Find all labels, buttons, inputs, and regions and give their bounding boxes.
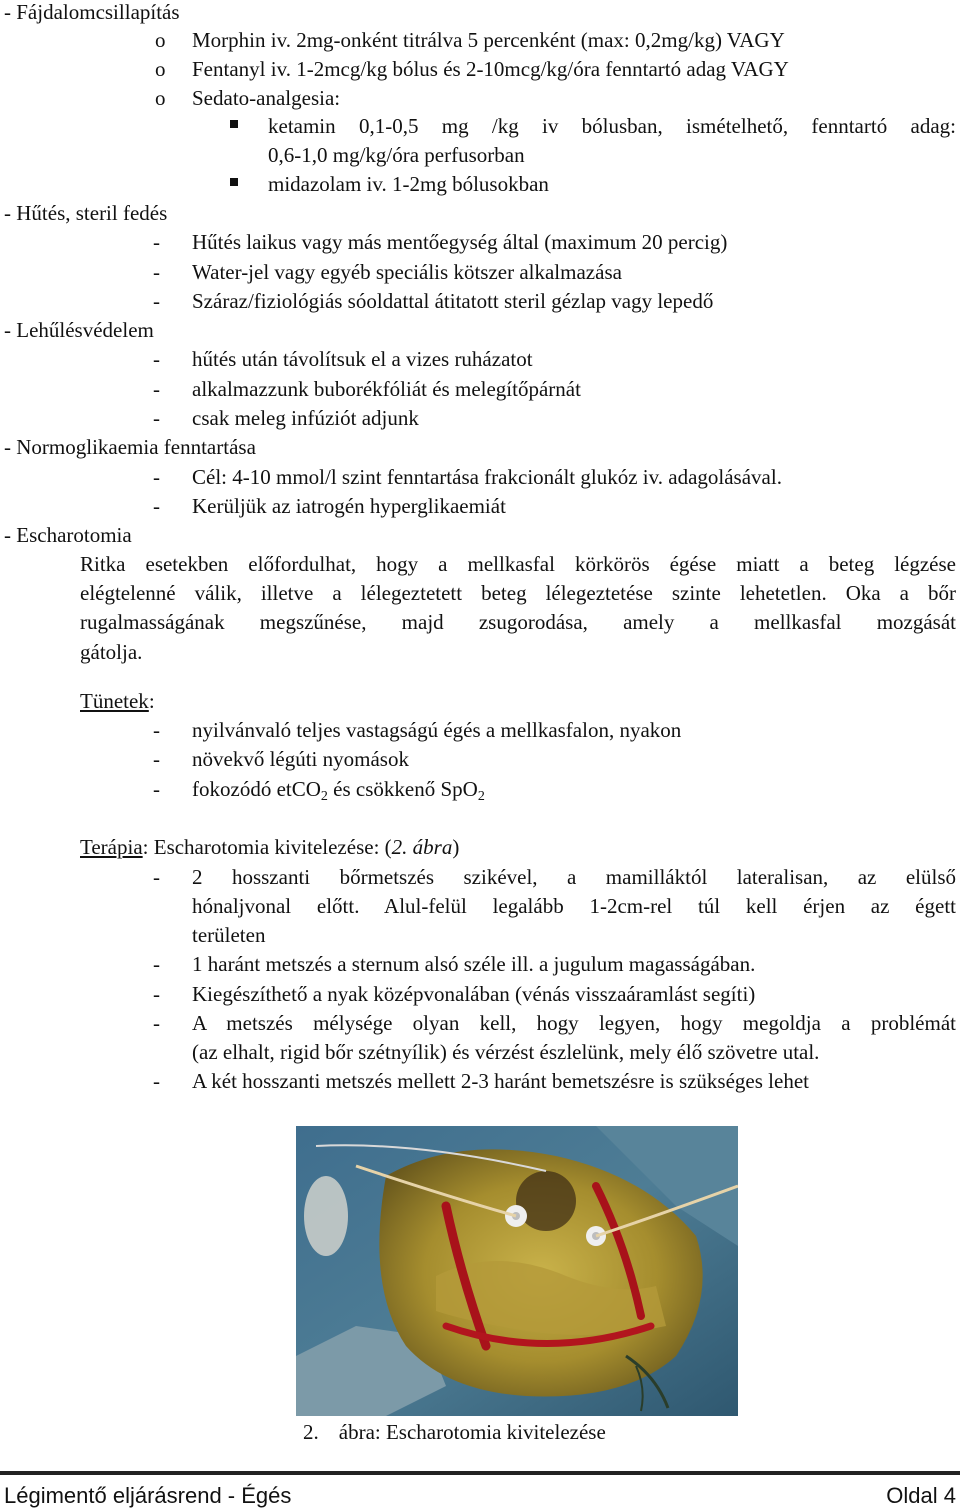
- section-heading-cooling: - Hűtés, steril fedés: [4, 201, 168, 225]
- therapy-close: ): [452, 835, 460, 859]
- subscript: 2: [320, 789, 328, 804]
- list-marker: o: [155, 28, 166, 52]
- list-item: Hűtés laikus vagy más mentőegység által (maximum 20 percig): [192, 230, 728, 254]
- paragraph-line: elégtelenné válik, illetve a lélegeztetett beteg lélegeztetése szinte lehetetlen. Oka a bőr: [80, 581, 956, 605]
- therapy-label: Terápia: [80, 835, 143, 859]
- list-item: Cél: 4-10 mmol/l szint fenntartása frakcionált glukóz iv. adagolásával.: [192, 465, 782, 489]
- list-item: Morphin iv. 2mg-onként titrálva 5 percenként (max: 0,2mg/kg) VAGY: [192, 28, 785, 52]
- dash-marker: -: [153, 406, 160, 430]
- dash-marker: -: [153, 289, 160, 313]
- text-run: fokozódó etCO: [192, 777, 321, 801]
- symptoms-heading: [80, 687, 155, 716]
- therapy-intro: : Escharotomia kivitelezése: (: [142, 835, 392, 859]
- subscript: 2: [477, 789, 485, 804]
- section-heading-escharotomy: - Escharotomia: [4, 523, 132, 547]
- list-item: nyilvánvaló teljes vastagságú égés a mellkasfalon, nyakon: [192, 718, 682, 742]
- dash-marker: -: [153, 1069, 160, 1093]
- figure-caption: [303, 1418, 606, 1447]
- list-item: [192, 775, 485, 811]
- sublist-item: midazolam iv. 1-2mg bólusokban: [268, 172, 549, 196]
- list-item: Száraz/fiziológiás sóoldattal átitatott steril gézlap vagy lepedő: [192, 289, 714, 313]
- square-bullet-icon: [230, 120, 238, 128]
- list-item: hűtés után távolítsuk el a vizes ruházatot: [192, 347, 533, 371]
- list-item: csak meleg infúziót adjunk: [192, 406, 419, 430]
- section-heading-hypothermia: - Lehűlésvédelem: [4, 318, 154, 342]
- dash-marker: -: [153, 952, 160, 976]
- list-item: Water-jel vagy egyéb speciális kötszer alkalmazása: [192, 260, 622, 284]
- square-bullet-icon: [230, 178, 238, 186]
- paragraph-line: Ritka esetekben előfordulhat, hogy a mellkasfal körkörös égése miatt a beteg légzése: [80, 552, 956, 576]
- list-item: 2 hosszanti bőrmetszés szikével, a mamilláktól lateralisan, az elülső: [192, 865, 956, 889]
- dash-marker: -: [153, 230, 160, 254]
- caption-number: 2.: [303, 1420, 319, 1444]
- dash-marker: -: [153, 465, 160, 489]
- paragraph-line: gátolja.: [80, 640, 143, 664]
- dash-marker: -: [153, 494, 160, 518]
- symptoms-label: Tünetek: [80, 689, 149, 713]
- list-item: Kerüljük az iatrogén hyperglikaemiát: [192, 494, 506, 518]
- caption-text: ábra: Escharotomia kivitelezése: [338, 1420, 606, 1444]
- dash-marker: -: [153, 1011, 160, 1035]
- section-heading-glycemia: - Normoglikaemia fenntartása: [4, 435, 256, 459]
- dash-marker: -: [153, 718, 160, 742]
- dash-marker: -: [153, 777, 160, 801]
- footer-divider: [0, 1471, 960, 1475]
- list-item: alkalmazzunk buborékfóliát és melegítőpárnát: [192, 377, 581, 401]
- footer-title: Légimentő eljárásrend - Égés: [4, 1483, 292, 1508]
- dash-marker: -: [153, 347, 160, 371]
- text-run: és csökkenő SpO: [327, 777, 478, 801]
- dash-marker: -: [153, 747, 160, 771]
- figure-reference: 2. ábra: [391, 835, 453, 859]
- escharotomy-photo: [296, 1126, 738, 1416]
- dash-marker: -: [153, 260, 160, 284]
- dash-marker: -: [153, 982, 160, 1006]
- list-item: 1 haránt metszés a sternum alsó széle ill. a jugulum magasságában.: [192, 952, 756, 976]
- symptoms-colon: :: [148, 689, 155, 713]
- dash-marker: -: [153, 377, 160, 401]
- footer-page-number: Oldal 4: [886, 1483, 956, 1508]
- list-item-continued: területen: [192, 923, 266, 947]
- sublist-item: ketamin 0,1-0,5 mg /kg iv bólusban, ismételhető, fenntartó adag:: [268, 114, 956, 138]
- sublist-item-continued: 0,6-1,0 mg/kg/óra perfusorban: [268, 143, 525, 167]
- list-item: Kiegészíthető a nyak középvonalában (vénás visszaáramlást segíti): [192, 982, 756, 1006]
- list-item: Fentanyl iv. 1-2mcg/kg bólus és 2-10mcg/kg/óra fenntartó adag VAGY: [192, 57, 789, 81]
- paragraph-line: rugalmasságának megszűnése, majd zsugorodása, amely a mellkasfal mozgását: [80, 610, 956, 634]
- list-item: A metszés mélysége olyan kell, hogy legyen, hogy megoldja a problémát: [192, 1011, 956, 1035]
- list-item-continued: (az elhalt, rigid bőr szétnyílik) és vérzést észlelünk, mely élő szövetre utal.: [192, 1040, 820, 1064]
- section-heading-pain: - Fájdalomcsillapítás: [4, 0, 180, 24]
- list-marker: o: [155, 86, 166, 110]
- list-marker: o: [155, 57, 166, 81]
- list-item: Sedato-analgesia:: [192, 86, 341, 110]
- dash-marker: -: [153, 865, 160, 889]
- list-item: növekvő légúti nyomások: [192, 747, 409, 771]
- list-item-continued: hónaljvonal előtt. Alul-felül legalább 1-2cm-rel túl kell érjen az égett: [192, 894, 956, 918]
- therapy-heading: [80, 833, 459, 862]
- list-item: A két hosszanti metszés mellett 2-3 haránt bemetszésre is szükséges lehet: [192, 1069, 809, 1093]
